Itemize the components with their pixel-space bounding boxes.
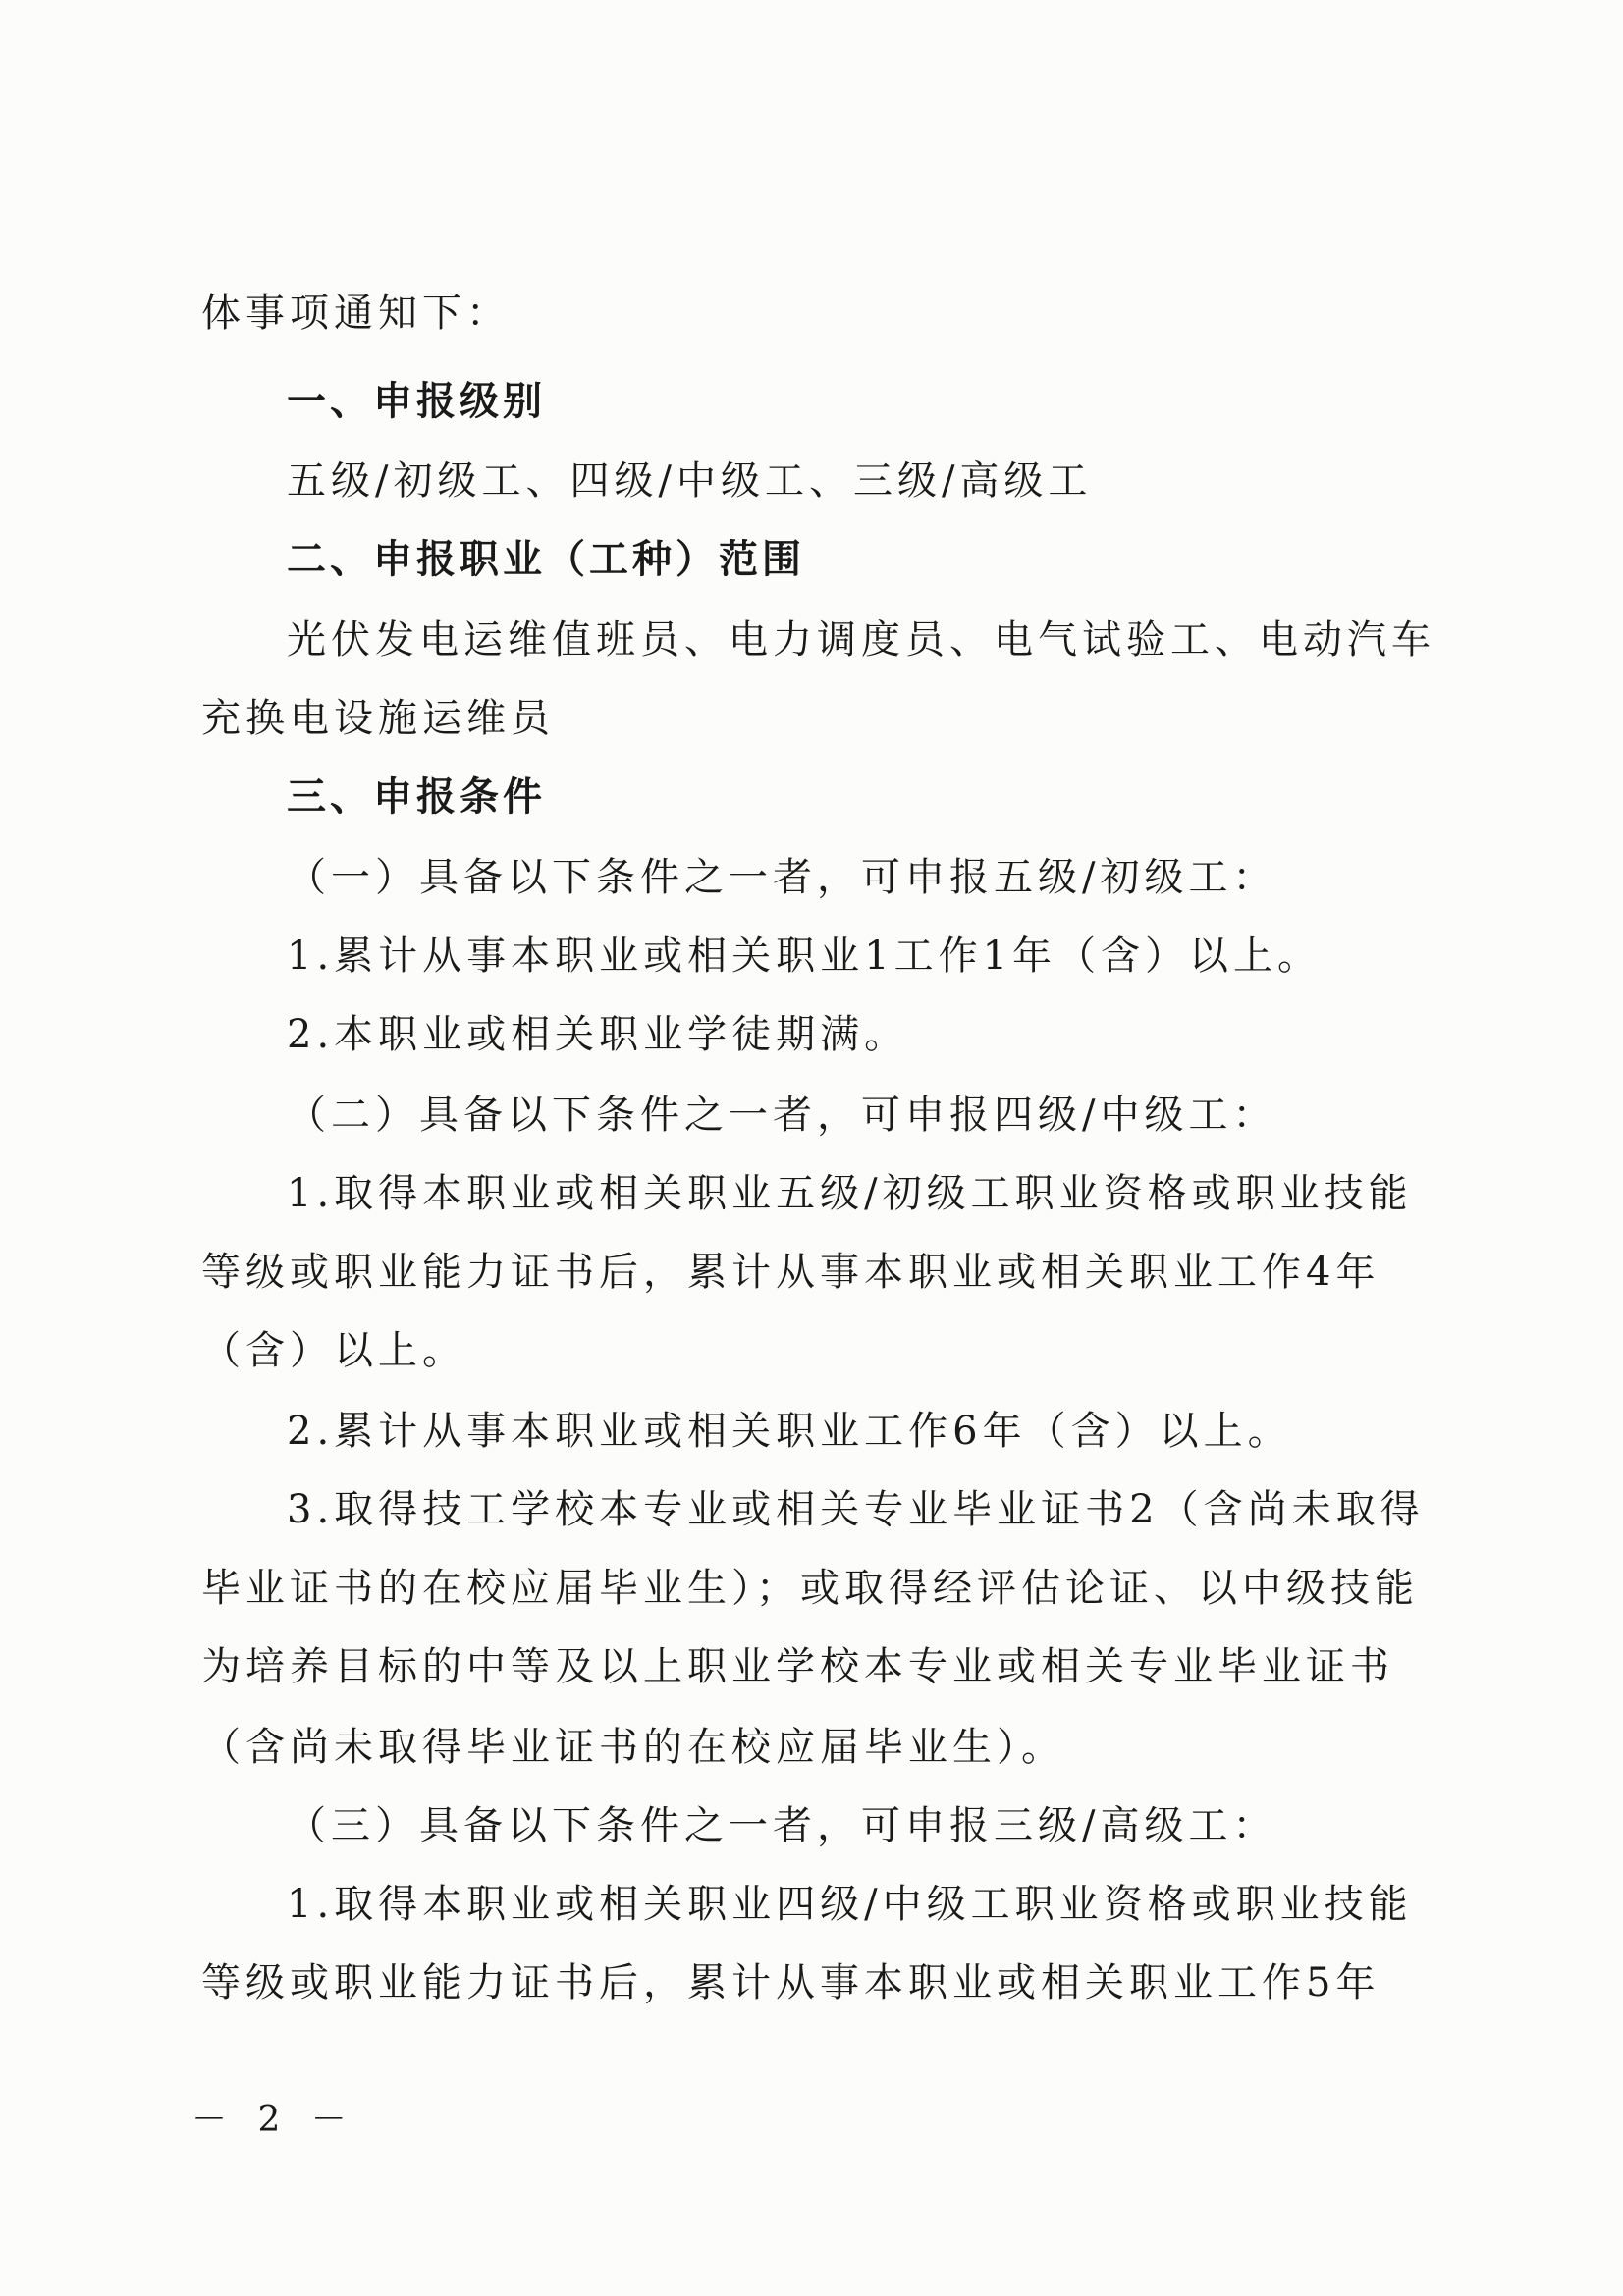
level-list: 五级/初级工、四级/中级工、三级/高级工	[287, 458, 1093, 504]
condition-3-1-line-2: 等级或职业能力证书后，累计从事本职业或相关职业工作5年	[201, 1960, 1380, 2005]
condition-group-1-heading: （一）具备以下条件之一者，可申报五级/初级工：	[287, 855, 1277, 900]
condition-group-3-heading: （三）具备以下条件之一者，可申报三级/高级工：	[287, 1803, 1277, 1848]
condition-group-2-heading: （二）具备以下条件之一者，可申报四级/中级工：	[287, 1093, 1277, 1138]
section-heading-conditions: 三、申报条件	[287, 774, 546, 820]
section-heading-occupation: 二、申报职业（工种）范围	[287, 537, 805, 582]
page-number: － 2 －	[191, 2100, 356, 2140]
condition-2-3-line-3: 为培养目标的中等及以上职业学校本专业或相关专业毕业证书	[201, 1644, 1394, 1689]
occupation-list-line-1: 光伏发电运维值班员、电力调度员、电气试验工、电动汽车	[287, 617, 1435, 663]
condition-2-1-line-2: 等级或职业能力证书后，累计从事本职业或相关职业工作4年	[201, 1250, 1380, 1295]
condition-2-3-line-4: （含尚未取得毕业证书的在校应届毕业生）。	[201, 1725, 1065, 1770]
section-heading-level: 一、申报级别	[287, 379, 546, 424]
occupation-list-line-2: 充换电设施运维员	[201, 696, 555, 741]
condition-3-1-line-1: 1.取得本职业或相关职业四级/中级工职业资格或职业技能	[287, 1882, 1413, 1927]
condition-2-1-line-1: 1.取得本职业或相关职业五级/初级工职业资格或职业技能	[287, 1171, 1413, 1216]
intro-continuation: 体事项通知下：	[201, 291, 511, 336]
condition-2-3-line-2: 毕业证书的在校应届毕业生）；或取得经评估论证、以中级技能	[201, 1566, 1419, 1611]
condition-2-1-line-3: （含）以上。	[201, 1328, 466, 1373]
condition-1-1: 1.累计从事本职业或相关职业1工作1年（含）以上。	[287, 934, 1323, 979]
condition-2-3-line-1: 3.取得技工学校本专业或相关专业毕业证书2（含尚未取得	[287, 1487, 1425, 1532]
condition-1-2: 2.本职业或相关职业学徒期满。	[287, 1012, 909, 1057]
condition-2-2: 2.累计从事本职业或相关职业工作6年（含）以上。	[287, 1409, 1292, 1454]
